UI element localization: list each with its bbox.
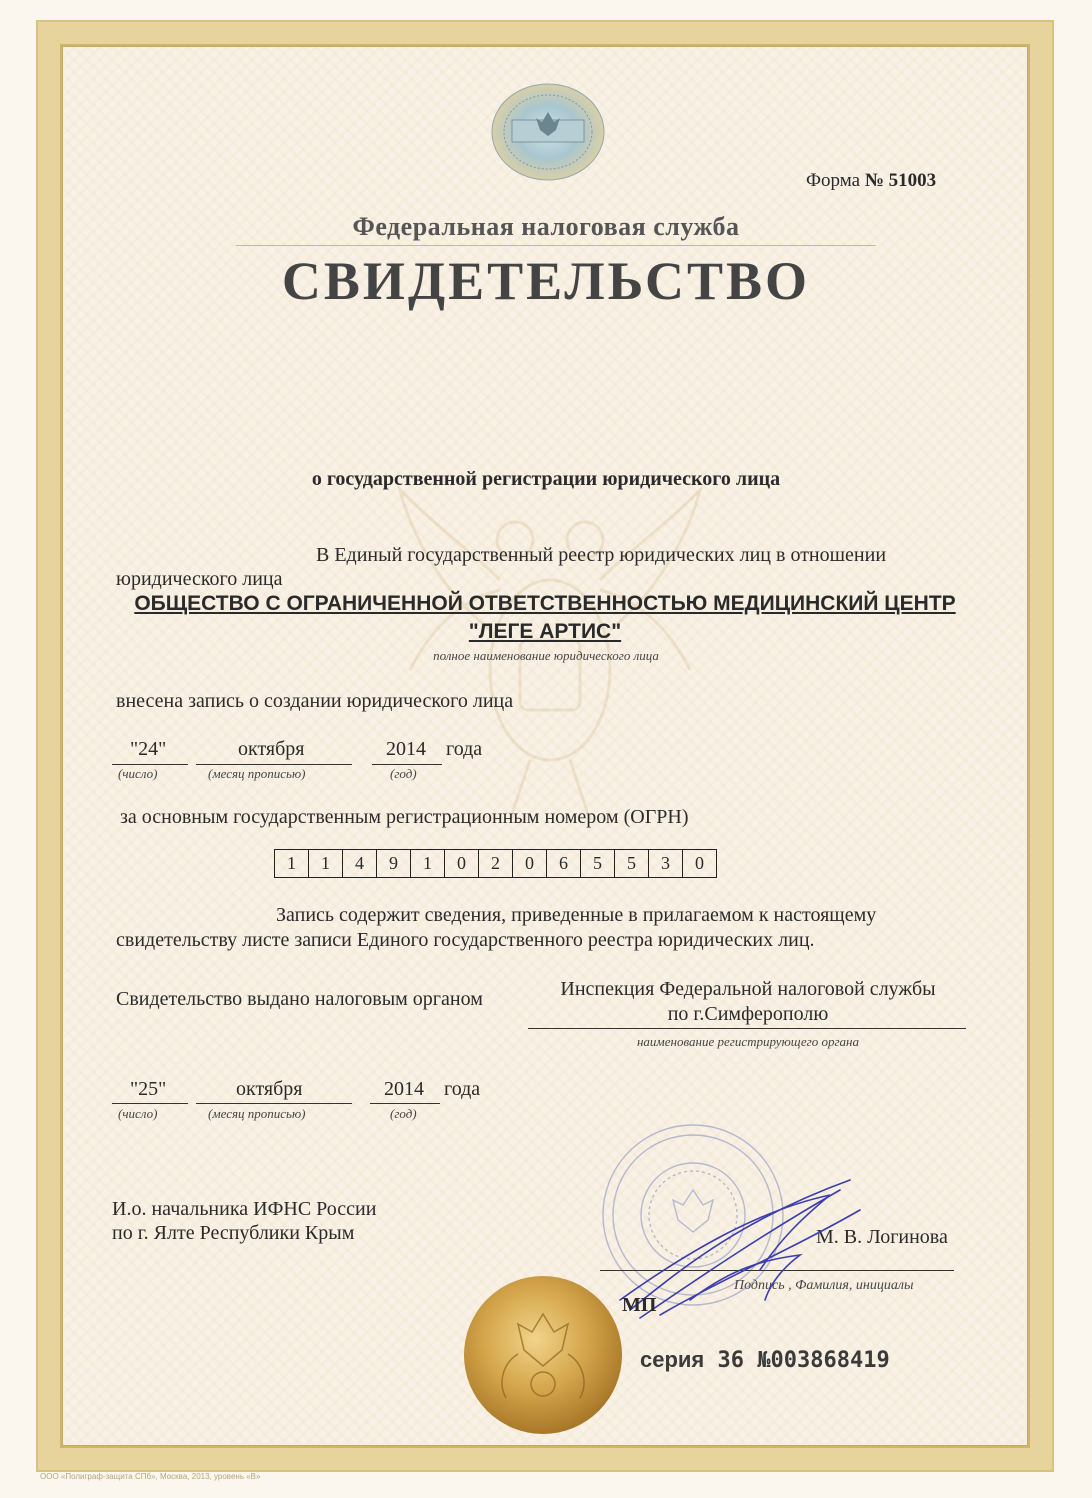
creation-month-underline [196,764,352,765]
hologram-emblem-icon [490,82,606,182]
certificate-subtitle: о государственной регистрации юридического лица [311,468,781,490]
ogrn-digit: 1 [309,850,343,877]
issuer-underline [528,1028,966,1029]
issuer-caption: наименование регистрирующего органа [636,1034,859,1049]
signature-caption: Подпись , Фамилия, инициалы [734,1278,914,1293]
form-number [806,170,936,192]
series-value: 36 [717,1348,745,1373]
ogrn-digit: 0 [695,853,704,873]
issue-month-underline [196,1103,352,1104]
issuer-name-line2: по г.Симферополю [667,1003,829,1025]
ogrn-digit: 4 [343,850,377,877]
printer-imprint: ООО «Полиграф-защита СПб», Москва, 2013, уровень «В» [40,1472,261,1481]
issue-day-caption: (число) [118,1106,158,1121]
ogrn-digit: 2 [479,850,513,877]
issue-year-caption: (год) [390,1106,417,1121]
creation-year-underline [372,764,442,765]
record-contents-line1: Запись содержит сведения, приведенные в прилагаемом к настоящему [276,904,877,926]
ogrn-digit: 6 [547,850,581,877]
issue-day-underline [112,1103,188,1104]
ogrn-digit: 5 [615,850,649,877]
ogrn-digit: 1 [411,850,445,877]
creation-year-caption: (год) [390,766,417,781]
series-label: серия [640,1347,705,1372]
entity-full-name: ОБЩЕСТВО С ОГРАНИЧЕННОЙ ОТВЕТСТВЕННОСТЬЮ МЕДИЦИНСКИЙ ЦЕНТР "ЛЕГЕ АРТИС" [134,592,956,643]
signatory-name: М. В. Логинова [816,1226,948,1248]
issue-day: "25" [130,1078,167,1100]
registry-intro-line1: В Единый государственный реестр юридических лиц в отношении [316,544,887,566]
creation-month-caption: (месяц прописью) [208,766,306,781]
record-contents-line2: свидетельству листе записи Единого государственного реестра юридических лиц. [116,929,815,951]
creation-year: 2014 [386,738,426,760]
creation-year-suffix: года [446,738,483,760]
form-number-value: № 51003 [864,170,937,191]
issue-month: октября [236,1078,303,1100]
ogrn-digit: 0 [513,850,547,877]
ogrn-digit: 3 [649,850,683,877]
record-created-text: внесена запись о создании юридического лица [116,690,514,712]
signatory-position-line2: по г. Ялте Республики Крым [112,1222,355,1244]
certificate-title: СВИДЕТЕЛЬСТВО [281,251,811,311]
registry-intro-line2: юридического лица [116,568,283,590]
ogrn-digit: 1 [275,850,309,877]
ogrn-digit: 0 [445,850,479,877]
form-label: Форма [806,170,861,191]
creation-day-underline [112,764,188,765]
creation-day-caption: (число) [118,766,158,781]
issue-month-caption: (месяц прописью) [208,1106,306,1121]
signatory-position-line1: И.о. начальника ИФНС России [112,1198,377,1220]
issue-year: 2014 [384,1078,424,1100]
gold-seal-icon [462,1274,624,1436]
issue-year-suffix: года [444,1078,481,1100]
issuer-name-line1: Инспекция Федеральной налоговой службы [560,978,936,1000]
ogrn-digit: 5 [581,850,615,877]
series-number [640,1347,890,1373]
serial-number: №003868419 [757,1348,890,1373]
issuing-authority: Федеральная налоговая служба [352,212,740,241]
issuer-label: Свидетельство выдано налоговым органом [116,988,483,1010]
ogrn-digit: 9 [377,850,411,877]
creation-month: октября [238,738,305,760]
entity-name-caption: полное наименование юридического лица [433,648,659,663]
mp-mark: МП [622,1294,657,1316]
issue-year-underline [370,1103,440,1104]
authority-divider [236,245,876,246]
creation-day: "24" [130,738,167,760]
ogrn-number-grid [274,849,717,878]
ogrn-label: за основным государственным регистрационным номером (ОГРН) [120,806,689,828]
